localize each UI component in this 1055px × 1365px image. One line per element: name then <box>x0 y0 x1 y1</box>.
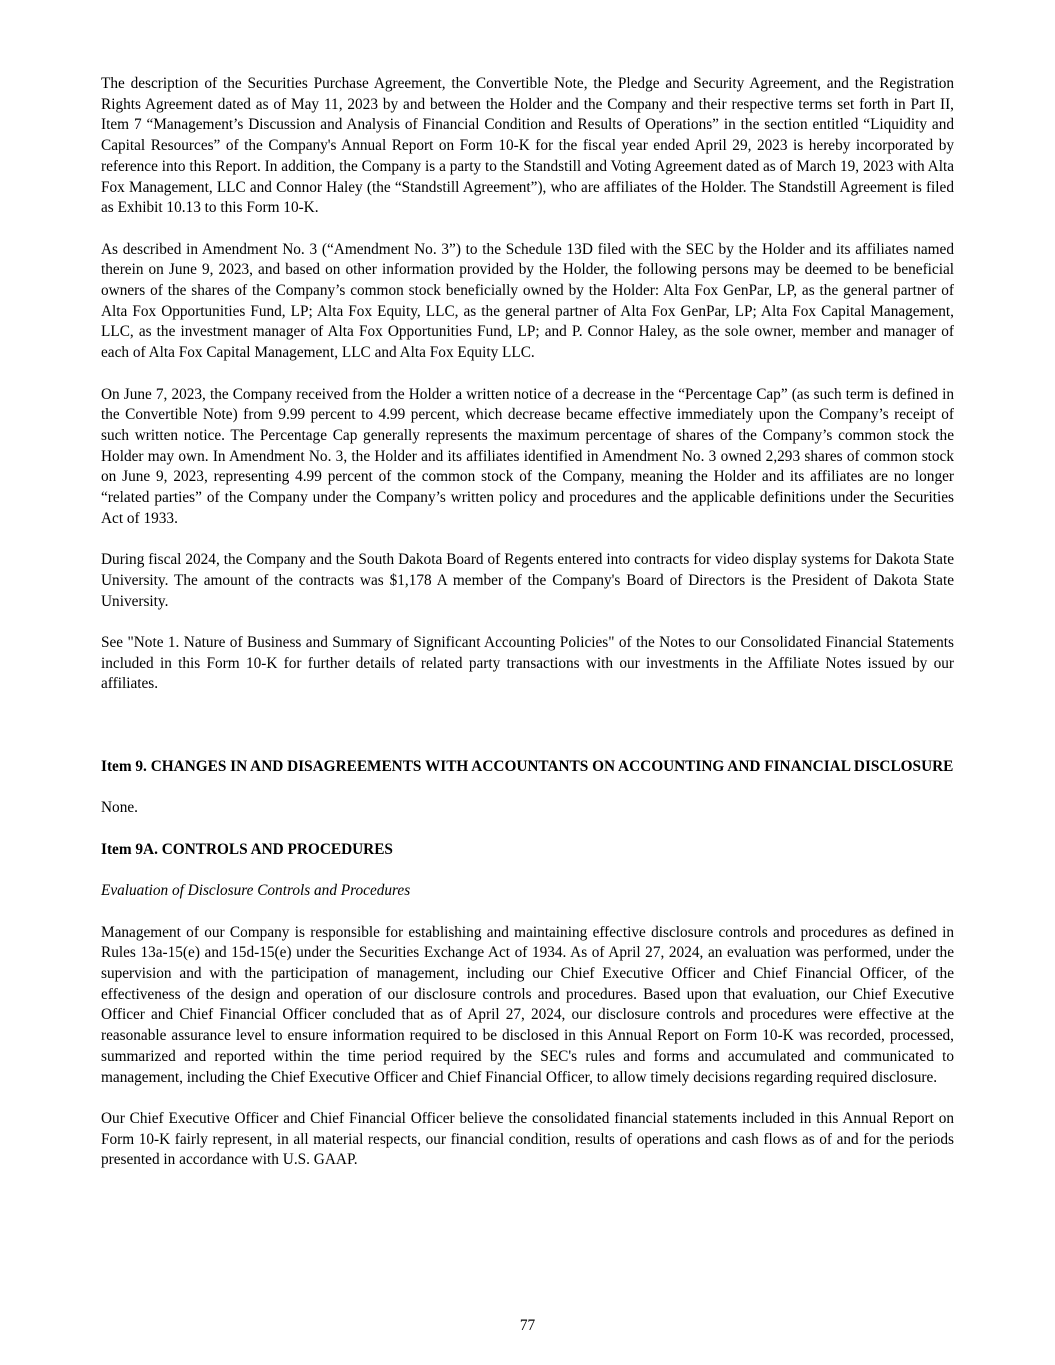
paragraph-financial-statements-representation: Our Chief Executive Officer and Chief Financial Officer believe the consolidated financial statements included in this Annual Report on Form 10-K fairly represent, in all material respects, our financial condition, results of operations and cash flows as of and for the periods presented in accordance with U.S. GAAP. <box>101 1109 954 1169</box>
item-9a-heading: Item 9A. CONTROLS AND PROCEDURES <box>101 840 393 858</box>
item-9a-subheading: Evaluation of Disclosure Controls and Procedures <box>101 882 411 900</box>
item-9-body: None. <box>101 799 138 817</box>
item-9-heading: Item 9. CHANGES IN AND DISAGREEMENTS WITH ACCOUNTANTS ON ACCOUNTING AND FINANCIAL DISCLOSURE <box>101 758 954 776</box>
document-page <box>101 74 954 1192</box>
page-number: 77 <box>519 1317 536 1334</box>
paragraph-dakota-state-contracts: During fiscal 2024, the Company and the South Dakota Board of Regents entered into contracts for video display systems for Dakota State University. The amount of the contracts was $1,178 A member of the Company's Board of Directors is the President of Dakota State University. <box>101 551 954 610</box>
paragraph-disclosure-controls-evaluation: Management of our Company is responsible for establishing and maintaining effective disclosure controls and procedures as defined in Rules 13a-15(e) and 15d-15(e) under the Securities Exchange Act of 1934. As of April 27, 2024, an evaluation was performed, under the supervision and with the participation of management, including our Chief Executive Officer and Chief Financial Officer, of the effectiveness of the design and operation of our disclosure controls and procedures. Based upon that evaluation, our Chief Executive Officer and Chief Financial Officer concluded that as of April 27, 2024, our disclosure controls and procedures were effective at the reasonable assurance level to ensure information required to be disclosed in this Annual Report on Form 10-K was recorded, processed, summarized and reported within the time period required by the SEC's rules and forms and accumulated and communicated to management, including the Chief Executive Officer and Chief Financial Officer, to allow timely decisions regarding required disclosure. <box>101 923 954 1086</box>
paragraph-securities-purchase-agreement: The description of the Securities Purchase Agreement, the Convertible Note, the Pledge and Security Agreement, and the Registration Rights Agreement dated as of May 11, 2023 by and between the Holder and the Company and their respective terms set forth in Part II, Item 7 “Management’s Discussion and Analysis of Financial Condition and Results of Operations” in the section entitled “Liquidity and Capital Resources” of the Company's Annual Report on Form 10-K for the fiscal year ended April 29, 2023 is hereby incorporated by reference into this Report. In addition, the Company is a party to the Standstill and Voting Agreement dated as of March 19, 2023 with Alta Fox Management, LLC and Connor Haley (the “Standstill Agreement”), who are affiliates of the Holder. The Standstill Agreement is filed as Exhibit 10.13 to this Form 10-K. <box>101 75 954 217</box>
paragraph-amendment-no-3: As described in Amendment No. 3 (“Amendment No. 3”) to the Schedule 13D filed with the SEC by the Holder and its affiliates named therein on June 9, 2023, and based on other information provided by the Holder, the following persons may be deemed to be beneficial owners of the shares of the Company’s common stock beneficially owned by the Holder: Alta Fox GenPar, LP, as the general partner of Alta Fox Opportunities Fund, LP; Alta Fox Equity, LLC, as the general partner of Alta Fox GenPar, LP; Alta Fox Capital Management, LLC, as the investment manager of Alta Fox Opportunities Fund, LP; and P. Connor Haley, as the sole owner, member and manager of each of Alta Fox Capital Management, LLC and Alta Fox Equity LLC. <box>101 240 954 362</box>
paragraph-percentage-cap: On June 7, 2023, the Company received from the Holder a written notice of a decrease in the “Percentage Cap” (as such term is defined in the Convertible Note) from 9.99 percent to 4.99 percent, which decrease became effective immediately upon the Company’s receipt of such written notice. The Percentage Cap generally represents the maximum percentage of shares of the Company’s common stock the Holder may own. In Amendment No. 3, the Holder and its affiliates identified in Amendment No. 3 owned 2,293 shares of common stock on June 9, 2023, representing 4.99 percent of the common stock of the Company, meaning the Holder and its affiliates are no longer “related parties” of the Company under the Company’s written policy and procedures and the applicable definitions under the Securities Act of 1933. <box>101 385 954 527</box>
paragraph-note-1-reference: See "Note 1. Nature of Business and Summary of Significant Accounting Policies" of the Notes to our Consolidated Financial Statements included in this Form 10-K for further details of related party transactions with our investments in the Affiliate Notes issued by our affiliates. <box>101 633 954 693</box>
